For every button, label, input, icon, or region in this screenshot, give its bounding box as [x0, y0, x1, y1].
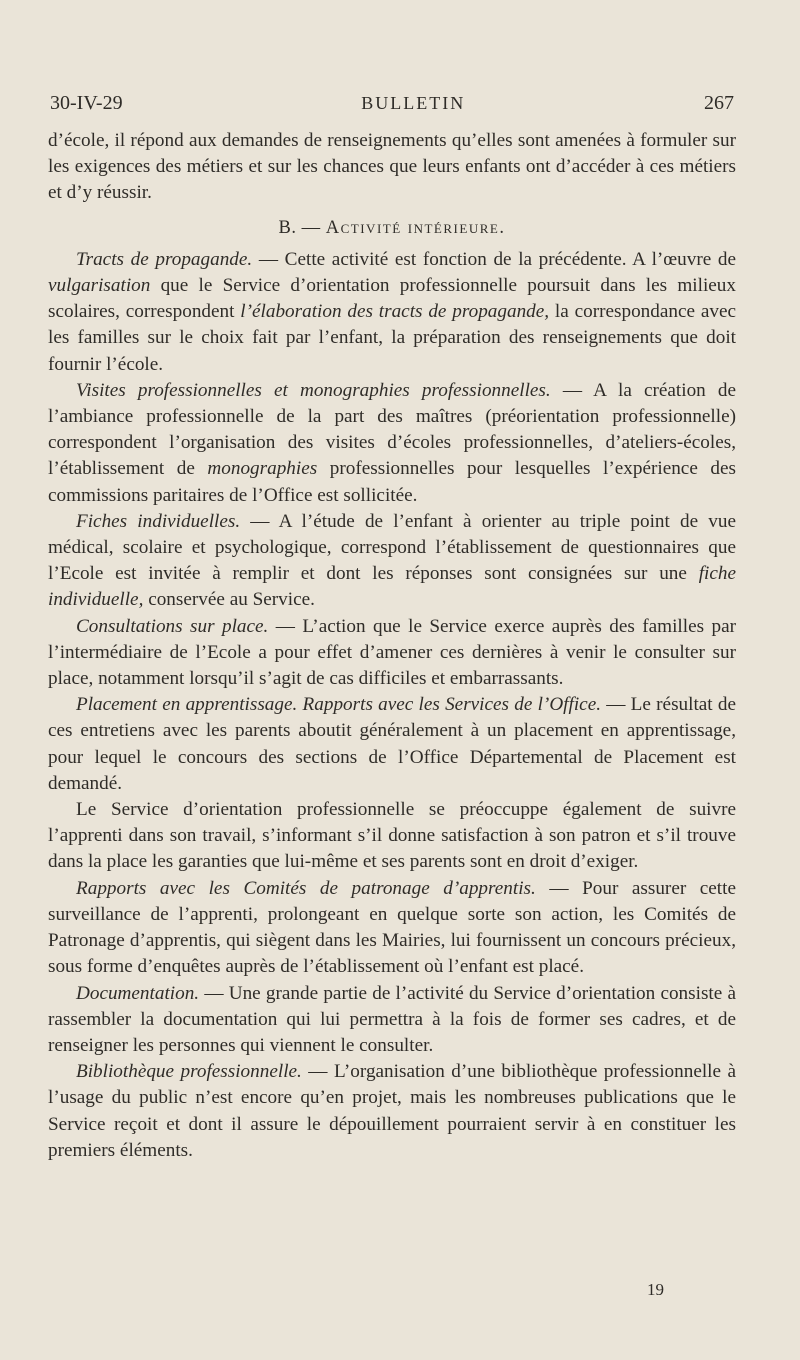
paragraph-visites — [48, 378, 736, 509]
paragraph-text: — L’organisation d’une bibliothèque professionnelle à l’usage du public n’est encore qu’en projet, mais les nombreuses publications que le Service reçoit et dont il assure le dépouillement pourraient servir à en constituer les premiers éléments. — [48, 1061, 737, 1161]
section-title: Activité intérieure. — [325, 217, 506, 238]
paragraph-comites — [48, 876, 736, 981]
paragraph-title: Consultations sur place. — [76, 615, 269, 637]
paragraph-documentation — [48, 981, 736, 1060]
running-header — [50, 92, 734, 115]
paragraph-placement — [48, 692, 736, 797]
paragraph-title: Fiches individuelles. — [76, 510, 241, 532]
page-number: 267 — [703, 92, 734, 114]
paragraph-continuation: d’école, il répond aux demandes de renseignements qu’elles sont amenées à formuler sur les exigences des métiers et sur les chances que leurs enfants ont d’accéder à ces métiers et d’y réussir. — [48, 130, 736, 204]
emphasis: fiche individuelle, — [48, 563, 736, 611]
paragraph-bibliotheque — [48, 1059, 736, 1164]
paragraph-text: professionnelles pour lesquelles l’expérience des commissions paritaires de l’Office est sollicitée. — [48, 458, 736, 506]
body-text — [48, 128, 736, 1164]
header-title: BULLETIN — [361, 93, 466, 113]
paragraph-consultations — [48, 614, 736, 693]
paragraph-title: Documentation. — [76, 982, 200, 1004]
paragraph-fiches — [48, 509, 736, 614]
paragraph-title: Visites professionnelles et monographies professionnelles. — [76, 379, 551, 401]
paragraph-tracts — [48, 247, 736, 378]
paragraph-text: — A la création de l’ambiance professionnelle de la part des maîtres (préorientation professionnelle) correspondent l’organisation des visites d’écoles professionnelles, d’ateliers-écoles, l’établissement de — [48, 379, 737, 480]
section-prefix: B. — — [278, 217, 321, 238]
paragraph-title: Rapports avec les Comités de patronage d’apprentis. — [76, 877, 536, 899]
paragraph-title: Placement en apprentissage. Rapports avec les Services de l’Office. — [76, 694, 602, 716]
paragraph-text: la correspondance avec les familles sur le choix fait par l’enfant, la préparation des renseignements que doit fournir l’école. — [48, 301, 736, 375]
emphasis: l’élaboration des tracts de propagande, — [240, 301, 550, 323]
paragraph-title: Bibliothèque professionnelle. — [76, 1061, 302, 1083]
paragraph-text: — Le résultat de ces entretiens avec les parents aboutit généralement à un placement en apprentissage, pour lequel le concours des sections de l’Office Départemental de Placement est demandé. — [48, 694, 736, 794]
paragraph-text: — Pour assurer cette surveillance de l’apprenti, prolongeant en quelque sorte son action, les Comités de Patronage d’apprentis, qui siègent dans les Mairies, lui fournissent un concours précieux, sous forme d’enquêtes auprès de l’établissement où l’enfant est placé. — [48, 877, 736, 978]
signature-mark: 19 — [647, 1280, 664, 1299]
paragraph-text: — Cette activité est fonction de la précédente. A l’œuvre de — [252, 248, 736, 270]
paragraph-text: que le Service d’orientation professionnelle poursuit dans les milieux scolaires, correspondent — [48, 275, 736, 323]
emphasis: vulgarisation — [48, 275, 151, 297]
paragraph-title: Tracts de propagande. — [76, 248, 253, 270]
paragraph-text: — A l’étude de l’enfant à orienter au triple point de vue médical, scolaire et psychologique, correspond l’établissement de questionnaires que l’Ecole est invitée à remplir et dont les réponses sont consignées sur une — [48, 510, 736, 585]
header-date: 30-IV-29 — [50, 92, 123, 114]
paragraph-suivi: Le Service d’orientation professionnelle se préoccuppe également de suivre l’apprenti dans son travail, s’informant s’il donne satisfaction à son patron et s’il trouve dans la place les garanties que lui-même et ses parents sont en droit d’exiger. — [48, 799, 736, 873]
emphasis: monographies — [207, 458, 318, 480]
paragraph-text: — L’action que le Service exerce auprès des familles par l’intermédiaire de l’Ecole a pour effet d’amener ces dernières à venir le consulter sur place, notamment lorsqu’il s’agit de cas difficiles et embarrassants. — [48, 615, 736, 690]
paragraph-text: conservée au Service. — [143, 589, 315, 611]
paragraph-text: — Une grande partie de l’activité du Service d’orientation consiste à rassembler la documentation qui lui permettra à la fois de former ses cadres, et de renseigner les personnes qui viennent le consulter. — [48, 982, 736, 1056]
section-heading — [48, 215, 736, 241]
